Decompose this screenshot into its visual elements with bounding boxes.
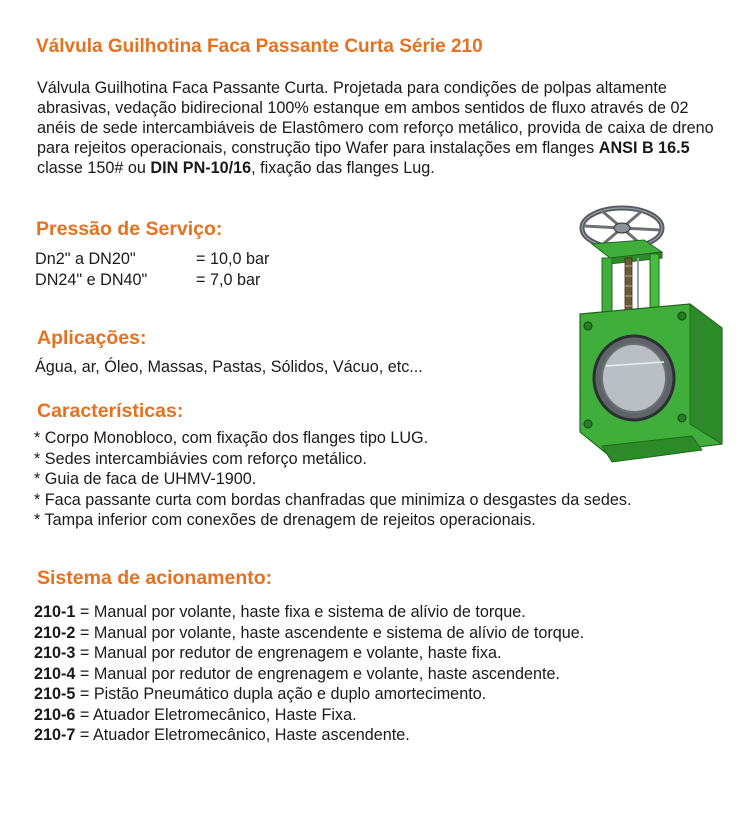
actuation-item: 210-1 = Manual por volante, haste fixa e sistema de alívio de torque. bbox=[34, 603, 526, 621]
pressure-range: DN24" e DN40" bbox=[35, 270, 148, 289]
actuation-item: 210-5 = Pistão Pneumático dupla ação e duplo amortecimento. bbox=[34, 685, 487, 703]
applications-heading: Aplicações: bbox=[37, 327, 147, 349]
feature-item: * Faca passante curta com bordas chanfradas que minimiza o desgastes da sedes. bbox=[34, 490, 632, 509]
actuation-item: 210-7 = Atuador Eletromecânico, Haste ascendente. bbox=[34, 726, 410, 744]
actuation-code: 210-2 bbox=[34, 623, 76, 642]
pressure-heading: Pressão de Serviço: bbox=[36, 218, 223, 240]
feature-item: * Corpo Monobloco, com fixação dos flanges tipo LUG. bbox=[34, 429, 429, 447]
actuation-heading: Sistema de acionamento: bbox=[37, 567, 273, 589]
pressure-range: Dn2" a DN20" bbox=[35, 250, 136, 268]
pressure-row bbox=[35, 249, 269, 270]
actuation-code: 210-7 bbox=[34, 726, 76, 744]
pressure-value: = 7,0 bar bbox=[196, 270, 261, 289]
feature-item: * Sedes intercambiávies com reforço metálico. bbox=[34, 449, 367, 468]
actuation-list bbox=[34, 602, 584, 746]
actuation-item: 210-3 = Manual por redutor de engrenagem e volante, haste fixa. bbox=[34, 644, 502, 662]
pressure-value: = 10,0 bar bbox=[196, 250, 270, 268]
features-list bbox=[34, 428, 631, 531]
intro-paragraph: Válvula Guilhotina Faca Passante Curta. Projetada para condições de polpas altamente abrasivas, vedação bidirecional 100% estanque em ambos sentidos de fluxo através de 02 anéis de sede intercambiáveis de Elastômero com reforço metálico, provida de caixa de dreno para rejeitos operacionais, construção tipo Wafer para instalações em flanges ANSI B 16.5 classe 150# ou DIN PN-10/16, fixação das flanges Lug. bbox=[37, 79, 714, 177]
pressure-table bbox=[35, 249, 269, 290]
feature-item: * Tampa inferior com conexões de drenagem de rejeitos operacionais. bbox=[34, 511, 536, 529]
actuation-code: 210-5 bbox=[34, 685, 76, 703]
applications-text: Água, ar, Óleo, Massas, Pastas, Sólidos, Vácuo, etc... bbox=[35, 358, 423, 376]
pressure-row bbox=[35, 270, 269, 291]
actuation-item: 210-2 = Manual por volante, haste ascendente e sistema de alívio de torque. bbox=[34, 623, 585, 642]
feature-item: * Guia de faca de UHMV-1900. bbox=[34, 470, 257, 488]
knife-gate-valve-illustration bbox=[572, 196, 734, 466]
actuation-item: 210-4 = Manual por redutor de engrenagem e volante, haste ascendente. bbox=[34, 664, 561, 683]
actuation-code: 210-1 bbox=[34, 603, 76, 621]
features-heading: Características: bbox=[37, 400, 184, 422]
page-title: Válvula Guilhotina Faca Passante Curta Série 210 bbox=[36, 36, 483, 57]
actuation-code: 210-3 bbox=[34, 644, 76, 662]
actuation-code: 210-4 bbox=[34, 664, 76, 683]
actuation-item: 210-6 = Atuador Eletromecânico, Haste Fixa. bbox=[34, 705, 357, 724]
actuation-code: 210-6 bbox=[34, 705, 76, 724]
